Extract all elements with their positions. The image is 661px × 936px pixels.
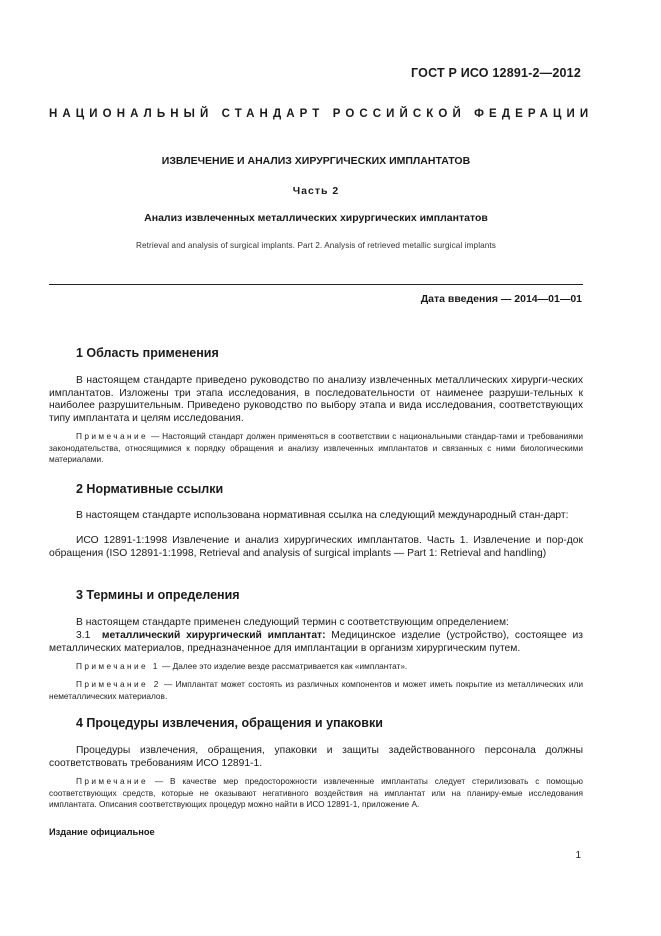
section-1-text: В настоящем стандарте приведено руководство по анализу извлеченных металлических хирурги-ческих имплантатов. Изложены три этапа исследования, в последовательности от наименее разруши-тельных к наиболее разрушительным. Приведено руководство по выбору этапа и вида исследования, соответствующих типу имплантата и целям исследования.: [49, 375, 583, 424]
section-3-paragraph-1: [49, 617, 583, 630]
title-divider: [49, 284, 583, 285]
standard-part-label: Часть 2: [292, 185, 340, 197]
note-label: Примечание: [76, 776, 149, 786]
section-4-heading: 4 Процедуры извлечения, обращения и упаковки: [76, 716, 383, 730]
term-name: металлический хирургический имплантат:: [101, 630, 326, 641]
section-3-text-1: В настоящем стандарте применен следующий термин с соответствующим определением:: [76, 617, 509, 628]
section-4-text: Процедуры извлечения, обращения, упаковки и защиты задействованного персонала должны соответствовать требованиям ИСО 12891-1.: [49, 745, 583, 769]
section-2-paragraph-1: [49, 510, 583, 523]
note-label: Примечание: [76, 431, 149, 441]
section-3-heading: 3 Термины и определения: [76, 588, 240, 602]
standard-english-title: Retrieval and analysis of surgical implants. Part 2. Analysis of retrieved metallic surgical implants: [135, 241, 497, 250]
section-1-heading: 1 Область применения: [76, 346, 219, 360]
section-3-note-2: [49, 679, 583, 702]
note-label: Примечание 2: [76, 679, 161, 689]
section-2-text-1: В настоящем стандарте использована нормативная ссылка на следующий международный стан-дарт:: [76, 510, 569, 521]
document-number: ГОСТ Р ИСО 12891-2—2012: [411, 66, 581, 80]
term-definition: Медицинское изделие (устройство), состоящее из металлических материалов, предназначенное для имплантации в организм хирургическим путем.: [49, 630, 583, 654]
section-1-paragraph: [49, 375, 583, 425]
section-4-paragraph: [49, 745, 583, 770]
section-2-paragraph-2: [49, 535, 583, 560]
section-3-term: [49, 630, 583, 655]
note-text: — Далее это изделие везде рассматривается как «имплантат».: [159, 661, 408, 671]
official-edition-label: Издание официальное: [49, 827, 155, 837]
note-text: — Настоящий стандарт должен применяться в соответствии с национальными стандар-тами и требованиями законодательства, относящимися к порядку обращения и анализу извлеченных имплантатов и связанных с ними биологическими материалами.: [49, 431, 583, 464]
national-standard-title: НАЦИОНАЛЬНЫЙ СТАНДАРТ РОССИЙСКОЙ ФЕДЕРАЦИИ: [49, 108, 594, 120]
introduction-date: Дата введения — 2014—01—01: [420, 293, 582, 305]
page-number: 1: [575, 850, 581, 861]
note-label: Примечание 1: [76, 661, 160, 671]
term-number: 3.1: [76, 630, 91, 641]
note-text: — В качестве мер предосторожности извлеченные имплантаты следует стерилизовать с помощью соответствующих средств, которые не оказывают негативного воздействия на имплантат или на планиру-емые исследования имплантата. Описания соответствующих процедур можно найти в ИСО 12891-1, приложение А.: [49, 776, 583, 809]
section-2-text-2: ИСО 12891-1:1998 Извлечение и анализ хирургических имплантатов. Часть 1. Извлечение и пор-док обращения (ISO 12891-1:1998, Retrieval and analysis of surgical implants — Part 1: Retrieval and handling): [49, 535, 583, 559]
section-3-note-1: [49, 661, 583, 673]
section-1-note: [49, 431, 583, 466]
section-2-heading: 2 Нормативные ссылки: [76, 482, 224, 496]
section-4-note: [49, 776, 583, 811]
note-text: — Имплантат может состоять из различных компонентов и может иметь покрытие из металлических или неметаллических материалов.: [49, 679, 583, 701]
standard-main-title: ИЗВЛЕЧЕНИЕ И АНАЛИЗ ХИРУРГИЧЕСКИХ ИМПЛАНТАТОВ: [161, 155, 471, 167]
standard-subtitle: Анализ извлеченных металлических хирургических имплантатов: [144, 212, 488, 224]
